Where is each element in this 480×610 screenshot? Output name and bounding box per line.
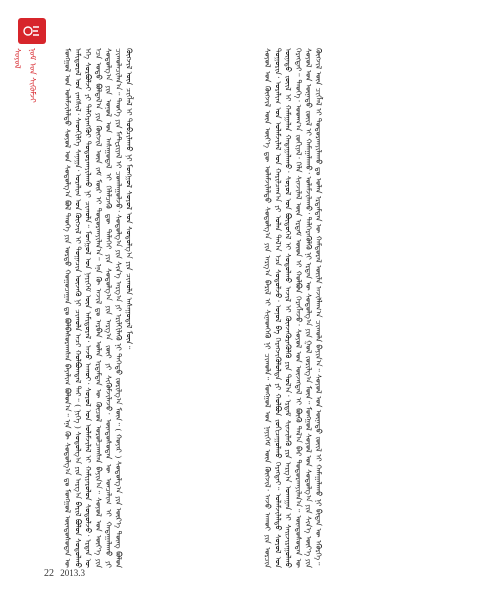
- journal-name: ᠰᠣᠶᠣᠯ: [13, 48, 22, 69]
- section-label: ᠨᠣᠮ ᠤᠨ ᠰᠢᠭᠦᠮᠵᠢ: [28, 48, 37, 103]
- text-column-left: ᠮᠣᠩᠭᠣᠯ ᠤᠨ ᠤᠯᠠᠮᠵᠢᠯᠠᠯᠲᠤ ᠰᠣᠶᠣᠯ ᠤᠨ ᠰᠤᠳᠤᠯᠭ᠎ᠠ ᠪᠣᠯ ᠲᠡᠦᠬᠡ ᠶᠢᠨ ᠤᠷᠲᠤ ᠬᠤᠭᠤᠴᠠᠭᠠᠨ ᠳᠤ ᠪᠣᠯᠪᠠᠰᠤᠷᠠᠭᠰᠠᠨ ᠪᠠᠶᠠᠯᠢᠭ ᠪᠣᠯᠤᠨ᠎ᠠ᠃ ᠡᠨᠡ ᠬᠦ ᠰᠤᠳᠤᠯᠭ᠎ᠠ ᠳᠤ ᠮᠣᠩᠭᠣᠯ ᠦᠨᠳᠦᠰᠦᠲᠡᠨ ᠦ ᠠᠮᠢᠳᠤᠷᠠᠯ ᠤᠨ ᠵᠠᠩᠰᠢᠯ᠂ ᠰᠡᠳᠬᠢᠯᠭᠡ ᠰᠠᠨᠠᠭᠠ᠂ ᠤᠷᠠᠯᠢᠭ ᠤᠨ ᠬᠥᠭᠵᠢᠯ ᠢ ᠲᠣᠭᠠᠴᠢᠨ ᠦᠵᠡᠬᠦ ᠨᠢ ᠴᠢᠬᠤᠯᠠ ᠠᠴᠢ ᠬᠣᠯᠪᠣᠭᠳᠠᠯ ᠲᠠᠢ᠃ ( ᠨᠢᠭᠡ ) ᠰᠤᠳᠤᠯᠭ᠎ᠠ ᠶᠢᠨ ᠠᠷᠭ᠎ᠠ ᠪᠠᠷᠢᠯ ᠪᠣᠯᠣᠨ ᠰᠤᠳᠤᠯᠬᠤ ᠡᠬᠡ ᠰᠤᠷᠪᠤᠯᠵᠢ ᠶᠢ ᠳᠡᠯᠭᠡᠷᠡᠩᠭᠦᠢ ᠲᠣᠳᠣᠷᠬᠠᠶᠢᠯᠠᠬᠤ ᠨᠢ ᠴᠢᠬᠤᠯᠠ᠃ ᠮᠣᠩᠭᠣᠯ ᠤᠨ ᠨᠡᠶᠢᠭᠡᠮ ᠦᠨ ᠠᠮᠢᠳᠤᠷᠠᠯ᠂ ᠠᠵᠤ ᠠᠬᠤᠢ᠂ ᠰᠣᠶᠣᠯ ᠤᠨ ᠤᠯᠠᠮᠵᠢᠯᠠᠯ ᠢ ᠬᠠᠮᠢᠶᠠᠷᠤᠯᠤᠨ ᠰᠤᠳᠤᠯᠵᠤ᠂ ᠡᠷᠲᠡᠨ ᠦ ᠡᠴᠡ ᠣᠳᠣ ᠪᠣᠯᠲᠠᠯ᠎ᠠ ᠶᠢᠨ ᠬᠥᠭᠵᠢᠯ ᠦᠨ ᠵᠠᠮ ᠮᠥᠷ ᠢ ᠲᠣᠳᠣᠷᠬᠠᠶᠢᠯᠠᠨ᠎ᠠ᠃ ᠡᠨᠡ ᠬᠦ ᠠᠵᠢᠯ ᠳᠤ ᠠᠷᠪᠠᠨ ᠣᠯᠠᠨ ᠡᠷᠳᠡᠮᠲᠡᠨ ᠦ ᠬᠦᠴᠦᠯ ᠣᠷᠣᠯᠴᠠᠭᠰᠠᠨ ᠪᠠᠶᠢᠨ᠎ᠠ᠃ ᠰᠣᠶᠣᠯ ᠤᠨ ᠦᠶ᠎ᠡ ᠶᠢᠨ ᠰᠤᠳᠤᠯᠭ᠎ᠠ ᠶᠢᠨ ᠣᠨᠣᠯ ᠤᠨ ᠠᠰᠠᠭᠤᠳᠠᠯ ᠢ ᠬᠡᠯᠡᠯᠴᠡᠬᠦ ᠳᠦ ᠳᠡᠯᠡᠬᠡᠢ ᠶᠢᠨ ᠰᠤᠳᠤᠯᠭ᠎ᠠ ᠶᠢᠨ ᠠᠷᠭ᠎ᠠ ᠵᠦᠢ ᠶᠢ ᠰᠢᠭᠦᠮᠵᠢᠯᠡᠵᠦ᠂ ᠦᠨᠳᠦᠰᠦᠲᠡᠨ ᠦ ᠣᠨᠴᠠᠯᠢᠭ ᠢ ᠬᠠᠳᠠᠭᠠᠯᠠᠬᠤ ᠶᠢ ᠴᠢᠬᠤᠯᠠᠴᠢᠯᠠᠨ᠎ᠠ᠃ ᠲᠡᠦᠬᠡ ᠶᠢᠨ ᠮᠠᠲ᠋ᠧᠷᠢᠶᠠᠯ ᠢ ᠴᠤᠭᠯᠠᠭᠤᠯᠵᠤ᠂ ᠰᠤᠳᠤᠯᠭ᠎ᠠ ᠶᠢᠨ ᠰᠢᠨ᠎ᠡ ᠠᠷᠭ᠎ᠠ ᠶᠢ ᠡᠷᠢᠯᠬᠢᠯᠡᠬᠦ ᠨᠢ ᠳᠡᠭᠡᠳᠦ ᠵᠣᠷᠢᠯᠭ᠎ᠠ ᠮᠥᠨ᠃ ( ᠬᠣᠶᠠᠷ ) ᠰᠤᠳᠤᠯᠭ᠎ᠠ ᠶᠢᠨ ᠦᠷ᠎ᠡ ᠳᠦᠩ ᠪᠣᠯᠣᠨ ᠬᠥᠭᠵᠢᠯ ᠦᠨ ᠴᠢᠭᠯᠡᠯ ᠢ ᠲᠣᠪᠴᠢᠯᠠᠬᠤ ᠨᠢ ᠮᠣᠩᠭᠣᠯ ᠰᠣᠶᠣᠯ ᠤᠨ ᠰᠤᠳᠤᠯᠭ᠎ᠠ ᠶᠢᠨ ᠴᠢᠬᠤᠯᠠ ᠠᠰᠠᠭᠤᠳᠠᠯ ᠮᠥᠨ᠃: [63, 48, 134, 568]
- page-footer: [44, 568, 85, 579]
- journal-emblem-icon: [23, 24, 41, 38]
- issue-number: 2013.3: [60, 568, 85, 578]
- journal-logo: [18, 18, 46, 44]
- page-number: 22: [44, 568, 54, 579]
- text-column-right: ᠰᠣᠶᠣᠯ ᠤᠨ ᠬᠥᠭᠵᠢᠯ ᠦᠨ ᠦᠶ᠎ᠡ ᠳᠦ ᠤᠯᠠᠮᠵᠢᠯᠠᠯᠲᠤ ᠰᠤᠳᠤᠯᠭ᠎ᠠ ᠶᠢᠨ ᠠᠷᠭ᠎ᠠ ᠪᠠᠷᠢᠯ ᠢ ᠰᠢᠨᠡᠳᠭᠡᠬᠦ ᠨᠢ ᠴᠢᠬᠤᠯᠠ᠃ ᠮᠣᠩᠭᠣᠯ ᠤᠨ ᠨᠡᠶᠢᠭᠡᠮ ᠦᠨ ᠬᠥᠭᠵᠢᠯ᠂ ᠠᠵᠤ ᠠᠬᠤᠢ ᠶᠢᠨ ᠣᠷᠴᠢᠨ ᠲᠣᠭᠣᠷᠢᠨ᠂ ᠤᠷᠠᠯᠢᠭ ᠤᠨ ᠤᠯᠠᠮᠵᠢᠯᠠᠯ ᠤᠨ ᠬᠠᠷᠢᠯᠴᠠᠭ᠎ᠠ ᠶᠢ ᠣᠯᠠᠨ ᠲᠠᠯ᠎ᠠ ᠡᠴᠡ ᠰᠤᠳᠤᠯᠵᠤ᠂ ᠣᠨᠣᠯ ᠪᠠ ᠬᠡᠷᠡᠭᠵᠢᠭᠦᠯᠦᠯᠲᠡ ᠶᠢ ᠬᠣᠯᠪᠣᠨ ᠵᠣᠬᠢᠴᠠᠭᠤᠯᠬᠤ ᠬᠡᠷᠡᠭᠲᠡᠶ᠃ ᠤᠯᠠᠮᠵᠢᠯᠠᠯᠲᠤ ᠰᠣᠶᠣᠯ ᠤᠨ ᠦᠨᠡᠲᠦ ᠵᠦᠢᠯ ᠢ ᠬᠠᠮᠠᠭᠠᠯᠠᠨ ᠬᠠᠳᠠᠭᠠᠯᠠᠬᠤ᠂ ᠰᠣᠶᠣᠯ ᠤᠨ ᠪᠦᠲᠦᠭᠡᠯ ᠢ ᠰᠤᠳᠤᠯᠬᠤ ᠠᠵᠢᠯ ᠢ ᠭᠦᠨᠵᠡᠭᠦᠷᠡᠭᠦᠯᠬᠦ ᠶᠢᠨ ᠲᠤᠯ᠎ᠠ᠂ ᠡᠷᠳᠡᠮ ᠰᠢᠨᠵᠢᠯᠡᠬᠦ ᠶᠢᠨ ᠠᠷᠭ᠎ᠠ ᠤᠬᠠᠭᠠᠨ ᠢ ᠰᠠᠢᠵᠢᠷᠠᠭᠤᠯᠬᠤ ᠬᠡᠷᠡᠭᠲᠡᠶ᠃ ᠲᠡᠦᠬᠡ᠂ ᠤᠳᠬ᠎ᠠ ᠵᠣᠬᠢᠶᠠᠯ᠂ ᠬᠡᠯᠡ ᠰᠢᠨᠵᠢᠯᠡᠯ ᠦᠨ ᠡᠷᠳᠡᠮ ᠦᠳ ᠢ ᠬᠣᠯᠪᠣᠨ ᠬᠡᠷᠡᠭᠯᠡᠵᠦ᠂ ᠰᠣᠶᠣᠯ ᠤᠨ ᠦᠵᠡᠭᠳᠡᠯ ᠢ ᠪᠦᠬᠦ ᠲᠠᠯ᠎ᠠ ᠪᠠᠷ ᠲᠣᠳᠣᠷᠬᠠᠶᠢᠯᠠᠨ᠎ᠠ᠃ ᠦᠨᠳᠦᠰᠦᠲᠡᠨ ᠦ ᠰᠣᠶᠣᠯ ᠤᠨ ᠦᠨᠡᠲᠦ ᠵᠦᠢᠯ ᠢ ᠬᠠᠮᠠᠭᠠᠯᠠᠬᠤ᠂ ᠤᠯᠠᠮᠵᠢᠯᠠᠬᠤ᠂ ᠳᠡᠯᠭᠡᠷᠡᠭᠦᠯᠬᠦ ᠨᠢ ᠡᠷᠲᠡᠨ ᠦ ᠰᠤᠳᠤᠯᠭ᠎ᠠ ᠶᠢᠨ ᠭᠣᠯ ᠵᠣᠷᠢᠯᠭ᠎ᠠ ᠮᠥᠨ᠃ ᠮᠣᠩᠭᠣᠯ ᠰᠣᠶᠣᠯ ᠤᠨ ᠰᠤᠳᠤᠯᠭ᠎ᠠ ᠶᠢᠨ ᠰᠢᠨ᠎ᠡ ᠦᠶ᠎ᠡ ᠶᠢᠨ ᠬᠥᠭᠵᠢᠯ ᠦᠨ ᠴᠢᠭᠯᠡᠯ ᠢ ᠲᠣᠳᠣᠷᠬᠠᠶᠢᠯᠠᠬᠤ ᠳᠤ ᠣᠯᠠᠨ ᠡᠷᠳᠡᠮᠲᠡᠨ ᠦ ᠬᠠᠮᠲᠤᠷᠠᠯ ᠦᠢᠯᠡ ᠠᠵᠢᠯᠯᠠᠭ᠎ᠠ ᠴᠢᠬᠤᠯᠠ ᠪᠠᠶᠢᠨ᠎ᠠ᠃ ᠰᠣᠶᠣᠯ ᠤᠨ ᠦᠨᠡᠲᠦ ᠵᠦᠢᠯ ᠢ ᠬᠠᠮᠠᠭᠠᠯᠠᠬᠤ ᠨᠢ ᠪᠢᠳᠡᠨ ᠦ ᠡᠭᠦᠷᠭᠡ᠃: [263, 48, 324, 568]
